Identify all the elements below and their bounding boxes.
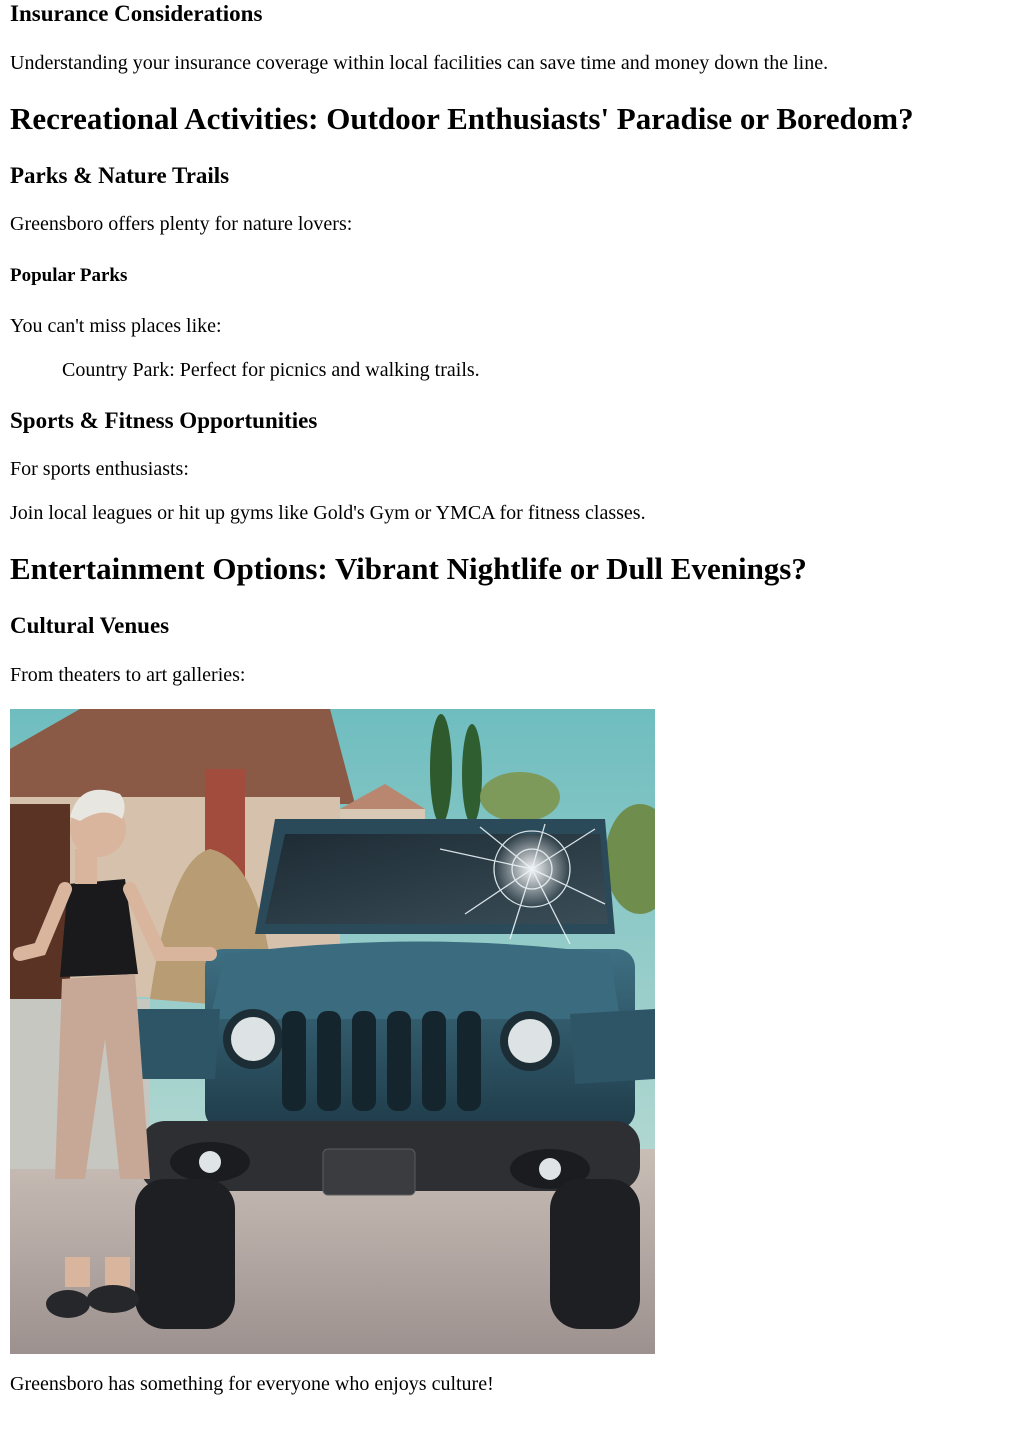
parks-intro: Greensboro offers plenty for nature lovers: (10, 213, 353, 235)
list-item: Country Park: Perfect for picnics and walking trails. (62, 359, 480, 381)
cultural-venues-heading: Cultural Venues (10, 613, 170, 638)
popular-parks-heading: Popular Parks (10, 265, 128, 286)
entertainment-heading: Entertainment Options: Vibrant Nightlife or Dull Evenings? (10, 551, 807, 586)
cultural-intro: From theaters to art galleries: (10, 664, 246, 686)
cultural-outro: Greensboro has something for everyone who enjoys culture! (10, 1373, 494, 1395)
sports-heading: Sports & Fitness Opportunities (10, 408, 318, 433)
recreation-heading: Recreational Activities: Outdoor Enthusiasts' Paradise or Boredom? (10, 101, 914, 136)
popular-parks-intro: You can't miss places like: (10, 315, 222, 337)
insurance-heading: Insurance Considerations (10, 1, 263, 26)
article-photo (10, 709, 655, 1354)
parks-heading: Parks & Nature Trails (10, 163, 230, 188)
sports-intro: For sports enthusiasts: (10, 458, 189, 480)
sports-text: Join local leagues or hit up gyms like Gold's Gym or YMCA for fitness classes. (10, 502, 646, 524)
insurance-text: Understanding your insurance coverage within local facilities can save time and money down the line. (10, 52, 829, 74)
